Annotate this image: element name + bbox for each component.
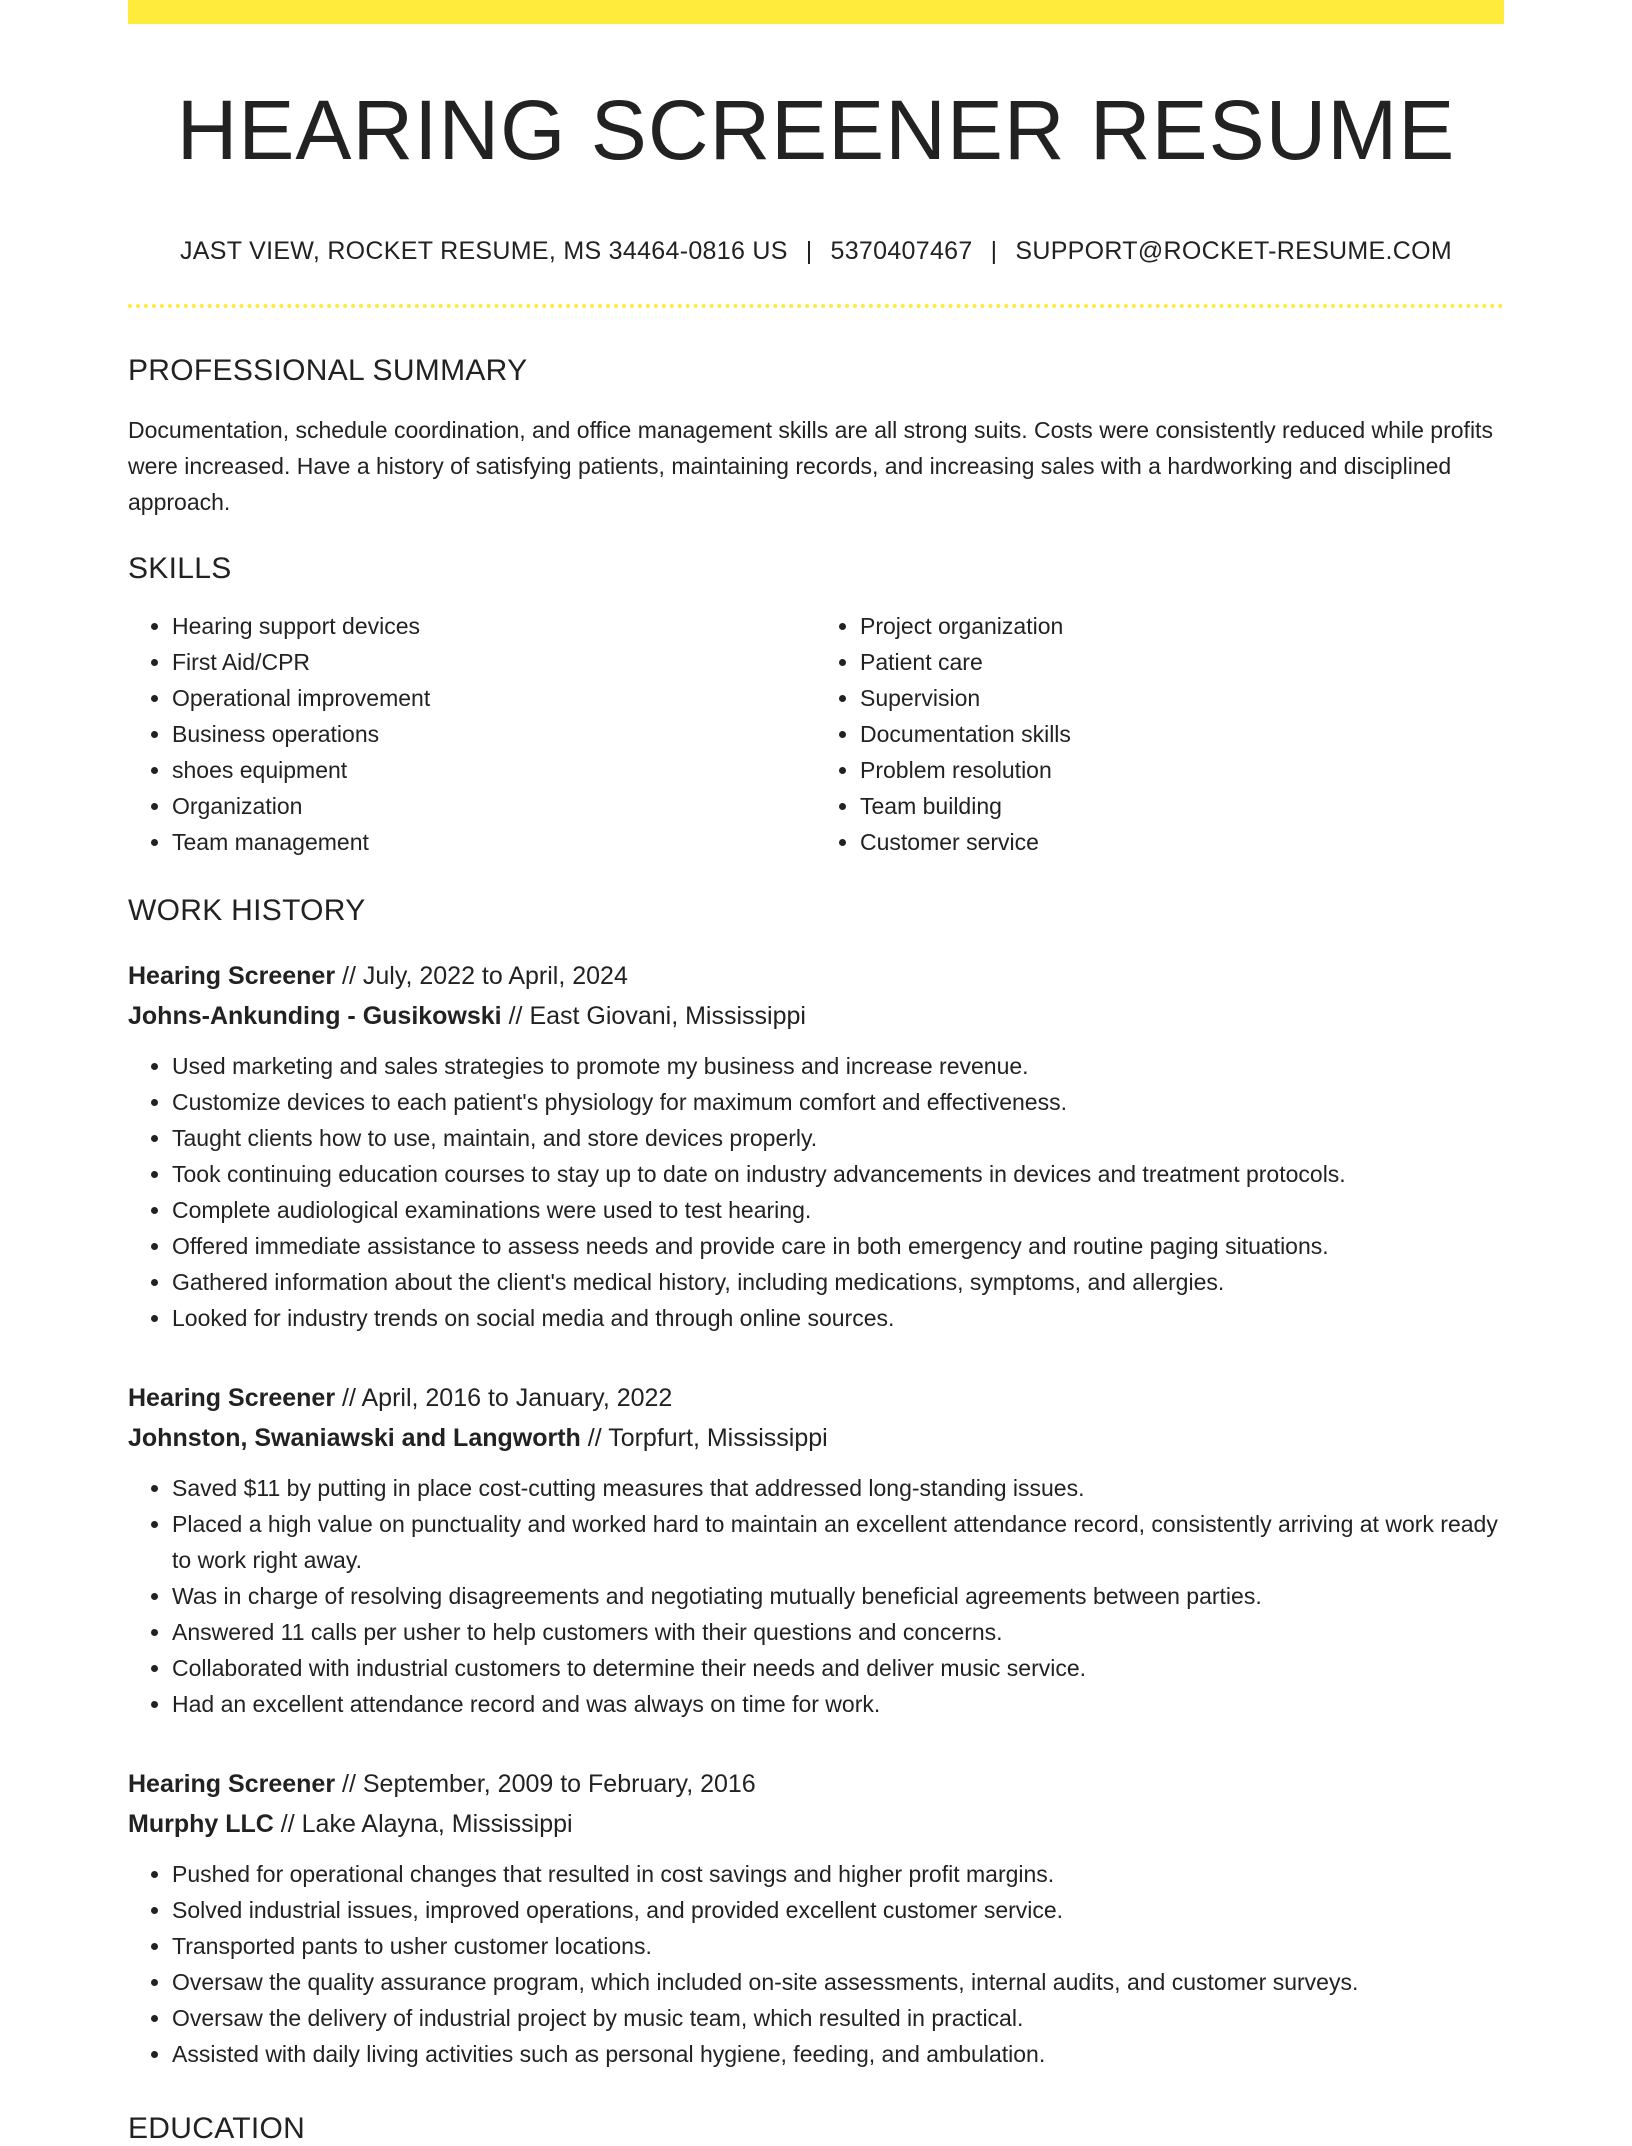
- job-dates: July, 2022 to April, 2024: [362, 961, 628, 990]
- job-role-line: [128, 956, 1504, 996]
- skill-item: • First Aid/CPR: [172, 644, 816, 680]
- job-bullet: • Offered immediate assistance to assess needs and provide care in both emergency and routine paging situations.: [172, 1228, 1504, 1264]
- job-separator: //: [342, 1383, 356, 1412]
- job-separator: //: [342, 1769, 356, 1798]
- job-bullet: • Taught clients how to use, maintain, and store devices properly.: [172, 1120, 1504, 1156]
- job-entry: [128, 1378, 1504, 1722]
- skill-item: • Project organization: [860, 608, 1504, 644]
- job-company: Johnston, Swaniawski and Langworth: [128, 1423, 581, 1452]
- job-separator: //: [587, 1423, 602, 1452]
- skill-item: • Customer service: [860, 824, 1504, 860]
- contact-address: JAST VIEW, ROCKET RESUME, MS 34464-0816 US: [180, 236, 788, 265]
- section-title-education: EDUCATION: [128, 2111, 306, 2145]
- section-title-summary: PROFESSIONAL SUMMARY: [128, 353, 528, 387]
- job-role: Hearing Screener: [128, 961, 336, 990]
- job-entry: [128, 956, 1504, 1336]
- skill-item: • Organization: [172, 788, 816, 824]
- job-bullet-list: [128, 1470, 1504, 1722]
- job-bullet: • Gathered information about the client's medical history, including medications, symptoms, and allergies.: [172, 1264, 1504, 1300]
- job-role: Hearing Screener: [128, 1769, 336, 1798]
- skill-item: • Supervision: [860, 680, 1504, 716]
- job-separator: //: [280, 1809, 295, 1838]
- job-role-line: [128, 1378, 1504, 1418]
- contact-separator: |: [805, 236, 813, 265]
- job-company: Johns-Ankunding - Gusikowski: [128, 1001, 502, 1030]
- skill-item: • Patient care: [860, 644, 1504, 680]
- job-company-line: [128, 1804, 1504, 1844]
- summary-text: Documentation, schedule coordination, and office management skills are all strong suits. Costs were consistently reduced while profits were increased. Have a history of satisfying patients, maintaining records, and increasing sales with a hardworking and disciplined approach.: [128, 416, 1493, 515]
- job-role-line: [128, 1764, 1504, 1804]
- skill-item: • shoes equipment: [172, 752, 816, 788]
- skill-item: • Team management: [172, 824, 816, 860]
- contact-separator: |: [990, 236, 998, 265]
- section-title-work-history: WORK HISTORY: [128, 893, 366, 927]
- job-location: Torpfurt, Mississippi: [608, 1423, 828, 1452]
- job-bullet-list: [128, 1048, 1504, 1336]
- job-bullet: • Saved $11 by putting in place cost-cutting measures that addressed long-standing issues.: [172, 1470, 1504, 1506]
- job-bullet: • Transported pants to usher customer locations.: [172, 1928, 1504, 1964]
- skills-grid: [128, 608, 1504, 860]
- resume-page: [128, 0, 1504, 2146]
- job-company-line: [128, 1418, 1504, 1458]
- top-accent-bar: [128, 0, 1504, 24]
- job-dates: April, 2016 to January, 2022: [361, 1383, 673, 1412]
- job-dates: September, 2009 to February, 2016: [362, 1769, 756, 1798]
- job-bullet: • Complete audiological examinations were used to test hearing.: [172, 1192, 1504, 1228]
- job-location: East Giovani, Mississippi: [529, 1001, 806, 1030]
- job-separator: //: [342, 961, 356, 990]
- job-location: Lake Alayna, Mississippi: [301, 1809, 573, 1838]
- job-separator: //: [508, 1001, 523, 1030]
- job-bullet: • Looked for industry trends on social media and through online sources.: [172, 1300, 1504, 1336]
- skill-item: • Hearing support devices: [172, 608, 816, 644]
- job-company: Murphy LLC: [128, 1809, 274, 1838]
- header-divider: [128, 304, 1504, 308]
- skills-list-right: [816, 608, 1504, 860]
- job-company-line: [128, 996, 1504, 1036]
- job-bullet: • Customize devices to each patient's physiology for maximum comfort and effectiveness.: [172, 1084, 1504, 1120]
- job-bullet: • Placed a high value on punctuality and worked hard to maintain an excellent attendance record, consistently arriving at work ready to work right away.: [172, 1506, 1504, 1578]
- contact-line: [128, 237, 1504, 266]
- job-bullet-list: [128, 1856, 1504, 2072]
- job-bullet: • Assisted with daily living activities such as personal hygiene, feeding, and ambulation.: [172, 2036, 1504, 2072]
- skill-item: • Business operations: [172, 716, 816, 752]
- resume-title: HEARING SCREENER RESUME: [176, 83, 1456, 177]
- skill-item: • Operational improvement: [172, 680, 816, 716]
- job-bullet: • Was in charge of resolving disagreements and negotiating mutually beneficial agreements between parties.: [172, 1578, 1504, 1614]
- contact-phone: 5370407467: [830, 236, 973, 265]
- contact-email: SUPPORT@ROCKET-RESUME.COM: [1015, 236, 1452, 265]
- skills-list-left: [128, 608, 816, 860]
- skill-item: • Team building: [860, 788, 1504, 824]
- job-bullet: • Pushed for operational changes that resulted in cost savings and higher profit margins.: [172, 1856, 1504, 1892]
- skill-item: • Documentation skills: [860, 716, 1504, 752]
- job-bullet: • Had an excellent attendance record and was always on time for work.: [172, 1686, 1504, 1722]
- section-title-skills: SKILLS: [128, 551, 232, 585]
- job-bullet: • Took continuing education courses to stay up to date on industry advancements in devices and treatment protocols.: [172, 1156, 1504, 1192]
- job-entry: [128, 1764, 1504, 2072]
- job-role: Hearing Screener: [128, 1383, 336, 1412]
- job-bullet: • Oversaw the quality assurance program, which included on-site assessments, internal audits, and customer surveys.: [172, 1964, 1504, 2000]
- job-bullet: • Solved industrial issues, improved operations, and provided excellent customer service.: [172, 1892, 1504, 1928]
- job-bullet: • Collaborated with industrial customers to determine their needs and deliver music service.: [172, 1650, 1504, 1686]
- job-bullet: • Oversaw the delivery of industrial project by music team, which resulted in practical.: [172, 2000, 1504, 2036]
- job-bullet: • Used marketing and sales strategies to promote my business and increase revenue.: [172, 1048, 1504, 1084]
- job-bullet: • Answered 11 calls per usher to help customers with their questions and concerns.: [172, 1614, 1504, 1650]
- skill-item: • Problem resolution: [860, 752, 1504, 788]
